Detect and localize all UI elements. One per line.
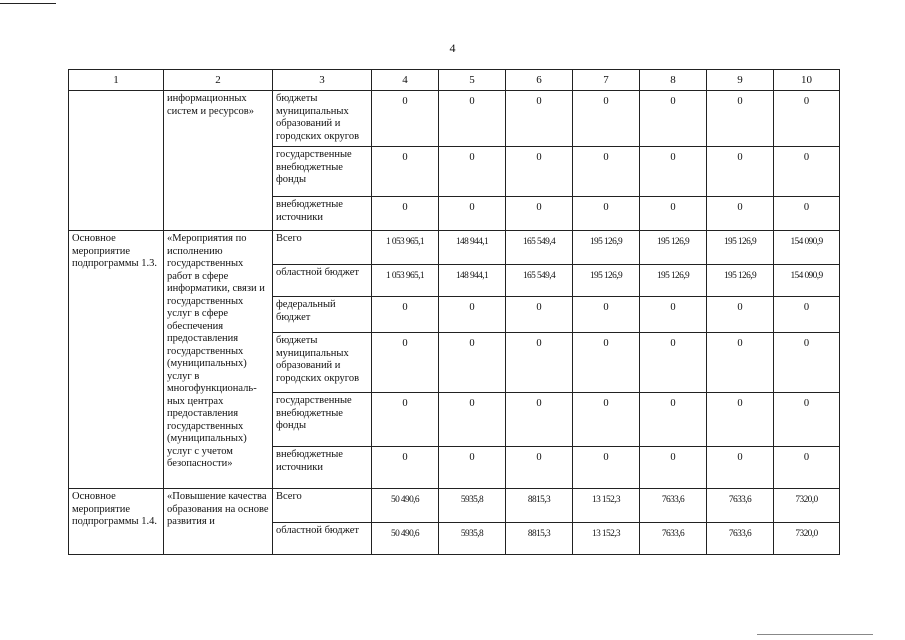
value-cell: 0 [573, 333, 640, 393]
column-header-7: 7 [573, 70, 640, 91]
budget-table [68, 69, 840, 555]
value-cell: 0 [640, 147, 707, 197]
value-cell: 0 [573, 197, 640, 231]
value-cell: 0 [640, 91, 707, 147]
value-cell: 195 126,9 [707, 265, 774, 297]
value-cell: 7633,6 [707, 523, 774, 555]
value-cell: 0 [372, 393, 439, 447]
value-cell: 195 126,9 [640, 265, 707, 297]
value-cell: 0 [707, 147, 774, 197]
value-cell: 8815,3 [506, 523, 573, 555]
value-cell: 0 [439, 447, 506, 489]
value-cell: 0 [506, 197, 573, 231]
value-cell: 0 [573, 297, 640, 333]
funding-source-cell: Всего [273, 489, 372, 523]
value-cell: 148 944,1 [439, 231, 506, 265]
value-cell: 0 [774, 91, 840, 147]
event-cell: Основное мероприятие подпрограммы 1.4. [69, 489, 164, 555]
value-cell: 0 [506, 91, 573, 147]
value-cell: 7633,6 [640, 489, 707, 523]
value-cell: 0 [439, 333, 506, 393]
value-cell: 0 [573, 147, 640, 197]
program-name-cell: информационных систем и ресурсов» [164, 91, 273, 231]
value-cell: 0 [774, 333, 840, 393]
value-cell: 7320,0 [774, 523, 840, 555]
value-cell: 0 [707, 333, 774, 393]
funding-source-cell: внебюджетные источники [273, 197, 372, 231]
column-header-6: 6 [506, 70, 573, 91]
value-cell: 0 [640, 393, 707, 447]
value-cell: 5935,8 [439, 489, 506, 523]
bottom-scan-mark [757, 634, 873, 635]
value-cell: 195 126,9 [573, 265, 640, 297]
table-row [69, 231, 840, 265]
value-cell: 0 [774, 393, 840, 447]
value-cell: 165 549,4 [506, 231, 573, 265]
column-header-1: 1 [69, 70, 164, 91]
value-cell: 0 [573, 91, 640, 147]
value-cell: 0 [707, 197, 774, 231]
column-header-2: 2 [164, 70, 273, 91]
column-header-5: 5 [439, 70, 506, 91]
value-cell: 195 126,9 [640, 231, 707, 265]
value-cell: 0 [439, 197, 506, 231]
value-cell: 0 [372, 333, 439, 393]
value-cell: 0 [774, 447, 840, 489]
value-cell: 50 490,6 [372, 489, 439, 523]
value-cell: 154 090,9 [774, 265, 840, 297]
column-header-10: 10 [774, 70, 840, 91]
column-header-4: 4 [372, 70, 439, 91]
value-cell: 0 [439, 297, 506, 333]
value-cell: 0 [640, 447, 707, 489]
funding-source-cell: государственные внебюджетные фонды [273, 393, 372, 447]
value-cell: 0 [372, 297, 439, 333]
funding-source-cell: бюджеты муниципальных образований и городских округов [273, 333, 372, 393]
value-cell: 0 [707, 297, 774, 333]
table-row [69, 91, 840, 147]
value-cell: 5935,8 [439, 523, 506, 555]
funding-source-cell: областной бюджет [273, 523, 372, 555]
value-cell: 0 [506, 447, 573, 489]
funding-source-cell: федеральный бюджет [273, 297, 372, 333]
value-cell: 0 [506, 297, 573, 333]
value-cell: 195 126,9 [707, 231, 774, 265]
funding-source-cell: областной бюджет [273, 265, 372, 297]
table-body [69, 70, 840, 555]
event-cell [69, 91, 164, 231]
value-cell: 0 [439, 147, 506, 197]
value-cell: 13 152,3 [573, 489, 640, 523]
column-header-8: 8 [640, 70, 707, 91]
value-cell: 165 549,4 [506, 265, 573, 297]
value-cell: 8815,3 [506, 489, 573, 523]
value-cell: 0 [707, 447, 774, 489]
value-cell: 0 [640, 197, 707, 231]
value-cell: 0 [372, 147, 439, 197]
program-name-cell: «Мероприятия по исполнению государственных работ в сфере информатики, связи и государственных услуг в сфере обеспечения предоставления государственных (муниципальных) услуг в многофункциональ-ных центрах предоставления государственных (муниципальных) услуг с учетом безопасности» [164, 231, 273, 489]
value-cell: 1 053 965,1 [372, 265, 439, 297]
funding-source-cell: бюджеты муниципальных образований и городских округов [273, 91, 372, 147]
value-cell: 0 [506, 333, 573, 393]
column-header-9: 9 [707, 70, 774, 91]
value-cell: 50 490,6 [372, 523, 439, 555]
value-cell: 0 [372, 197, 439, 231]
value-cell: 0 [774, 197, 840, 231]
value-cell: 0 [707, 393, 774, 447]
column-header-3: 3 [273, 70, 372, 91]
value-cell: 13 152,3 [573, 523, 640, 555]
table-row [69, 489, 840, 523]
value-cell: 7633,6 [640, 523, 707, 555]
value-cell: 1 053 965,1 [372, 231, 439, 265]
program-name-cell: «Повышение качества образования на основе развития и [164, 489, 273, 555]
value-cell: 0 [439, 393, 506, 447]
value-cell: 0 [640, 333, 707, 393]
value-cell: 0 [506, 393, 573, 447]
value-cell: 0 [506, 147, 573, 197]
value-cell: 195 126,9 [573, 231, 640, 265]
corner-scan-mark [0, 0, 56, 4]
page-number: 4 [449, 41, 456, 55]
funding-source-cell: внебюджетные источники [273, 447, 372, 489]
value-cell: 0 [372, 447, 439, 489]
funding-source-cell: государственные внебюджетные фонды [273, 147, 372, 197]
event-cell: Основное мероприятие подпрограммы 1.3. [69, 231, 164, 489]
value-cell: 0 [774, 147, 840, 197]
value-cell: 148 944,1 [439, 265, 506, 297]
value-cell: 0 [774, 297, 840, 333]
header-row [69, 70, 840, 91]
value-cell: 154 090,9 [774, 231, 840, 265]
value-cell: 7633,6 [707, 489, 774, 523]
value-cell: 0 [573, 447, 640, 489]
value-cell: 0 [439, 91, 506, 147]
value-cell: 0 [707, 91, 774, 147]
value-cell: 0 [573, 393, 640, 447]
value-cell: 0 [372, 91, 439, 147]
funding-source-cell: Всего [273, 231, 372, 265]
value-cell: 0 [640, 297, 707, 333]
value-cell: 7320,0 [774, 489, 840, 523]
